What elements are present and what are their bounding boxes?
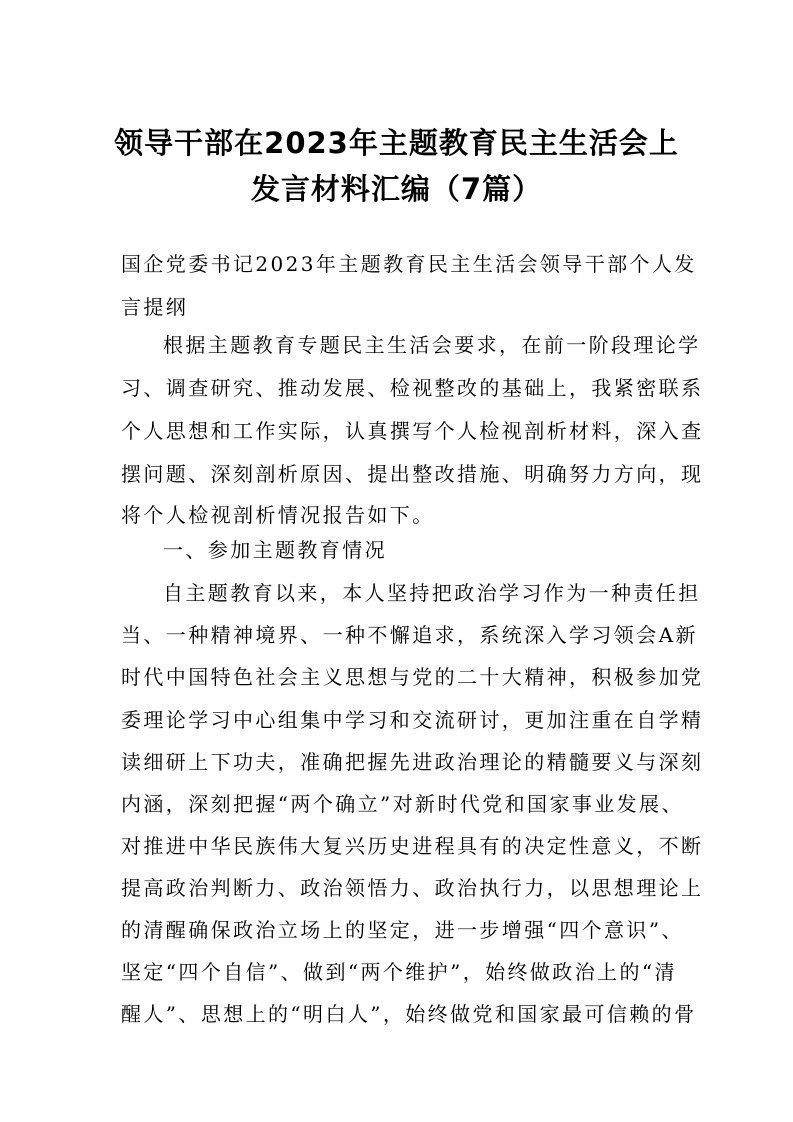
paragraph-2-line: 的清醒确保政治立场上的坚定，进一步增强“四个意识”、 <box>121 918 684 942</box>
paragraph-2-line: 当、一种精神境界、一种不懈追求，系统深入学习领会A新 <box>121 623 698 647</box>
document-title-line-2: 发言材料汇编（7篇） <box>250 172 543 206</box>
section-1-heading: 一、参加主题教育情况 <box>163 538 387 562</box>
paragraph-2-line: 读细研上下功夫，准确把握先进政治理论的精髓要义与深刻 <box>121 750 704 774</box>
paragraph-1-line: 根据主题教育专题民主生活会要求，在前一阶段理论学 <box>163 333 701 357</box>
paragraph-2-line: 委理论学习中心组集中学习和交流研讨，更加注重在自学精 <box>121 708 704 732</box>
paragraph-2-line: 醒人”、思想上的“明白人”，始终做党和国家最可信赖的骨 <box>121 1002 697 1026</box>
paragraph-2-line: 坚定“四个自信”、做到“两个维护”，始终做政治上的“清 <box>121 960 677 984</box>
document-title-line-1: 领导干部在2023年主题教育民主生活会上 <box>114 126 679 160</box>
paragraph-1-line: 将个人检视剖析情况报告如下。 <box>121 503 435 527</box>
paragraph-2-line: 自主题教育以来，本人坚持把政治学习作为一种责任担 <box>163 581 701 605</box>
paragraph-1-line: 个人思想和工作实际，认真撰写个人检视剖析材料，深入查 <box>121 419 704 443</box>
subtitle-line-1: 国企党委书记2023年主题教育民主生活会领导干部个人发 <box>121 252 697 276</box>
paragraph-2-line: 提高政治判断力、政治领悟力、政治执行力，以思想理论上 <box>121 876 704 900</box>
subtitle-line-2: 言提纲 <box>121 295 189 319</box>
paragraph-2-line: 内涵，深刻把握“两个确立”对新时代党和国家事业发展、 <box>121 792 684 816</box>
paragraph-2-line: 对推进中华民族伟大复兴历史进程具有的决定性意义，不断 <box>121 834 704 858</box>
paragraph-2-line: 时代中国特色社会主义思想与党的二十大精神，积极参加党 <box>121 665 704 689</box>
paragraph-1-line: 习、调查研究、推动发展、检视整改的基础上，我紧密联系 <box>121 376 704 400</box>
paragraph-1-line: 摆问题、深刻剖析原因、提出整改措施、明确努力方向，现 <box>121 462 704 486</box>
